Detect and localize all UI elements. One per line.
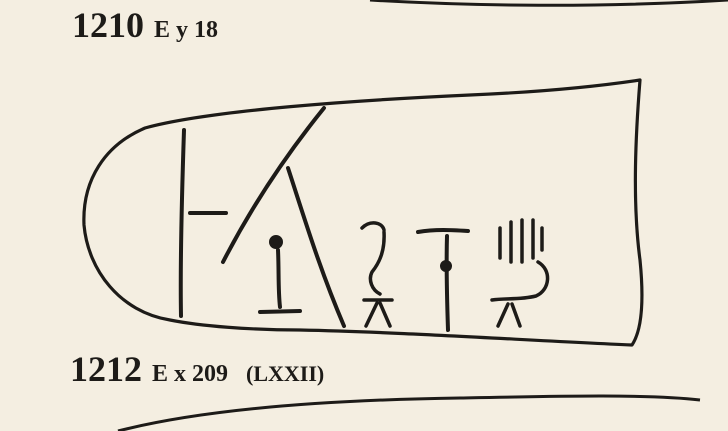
- entry-extra: (LXXII): [246, 361, 325, 386]
- sign-1: [181, 130, 226, 316]
- tablet-1212-outline: [84, 80, 642, 345]
- sign-3: [260, 237, 300, 312]
- entry-reference: E x 209: [152, 361, 229, 387]
- tablet-1210-outline: [370, 0, 728, 5]
- sign-6: [492, 220, 548, 326]
- entry-label-1212: [70, 348, 324, 390]
- sign-2: [223, 108, 344, 326]
- next-tablet-outline: [118, 396, 700, 431]
- entry-reference: E y 18: [154, 17, 219, 43]
- sign-5: [418, 230, 468, 330]
- entry-number: 1210: [72, 5, 144, 45]
- sign-4: [362, 223, 392, 326]
- entry-number: 1212: [70, 349, 142, 389]
